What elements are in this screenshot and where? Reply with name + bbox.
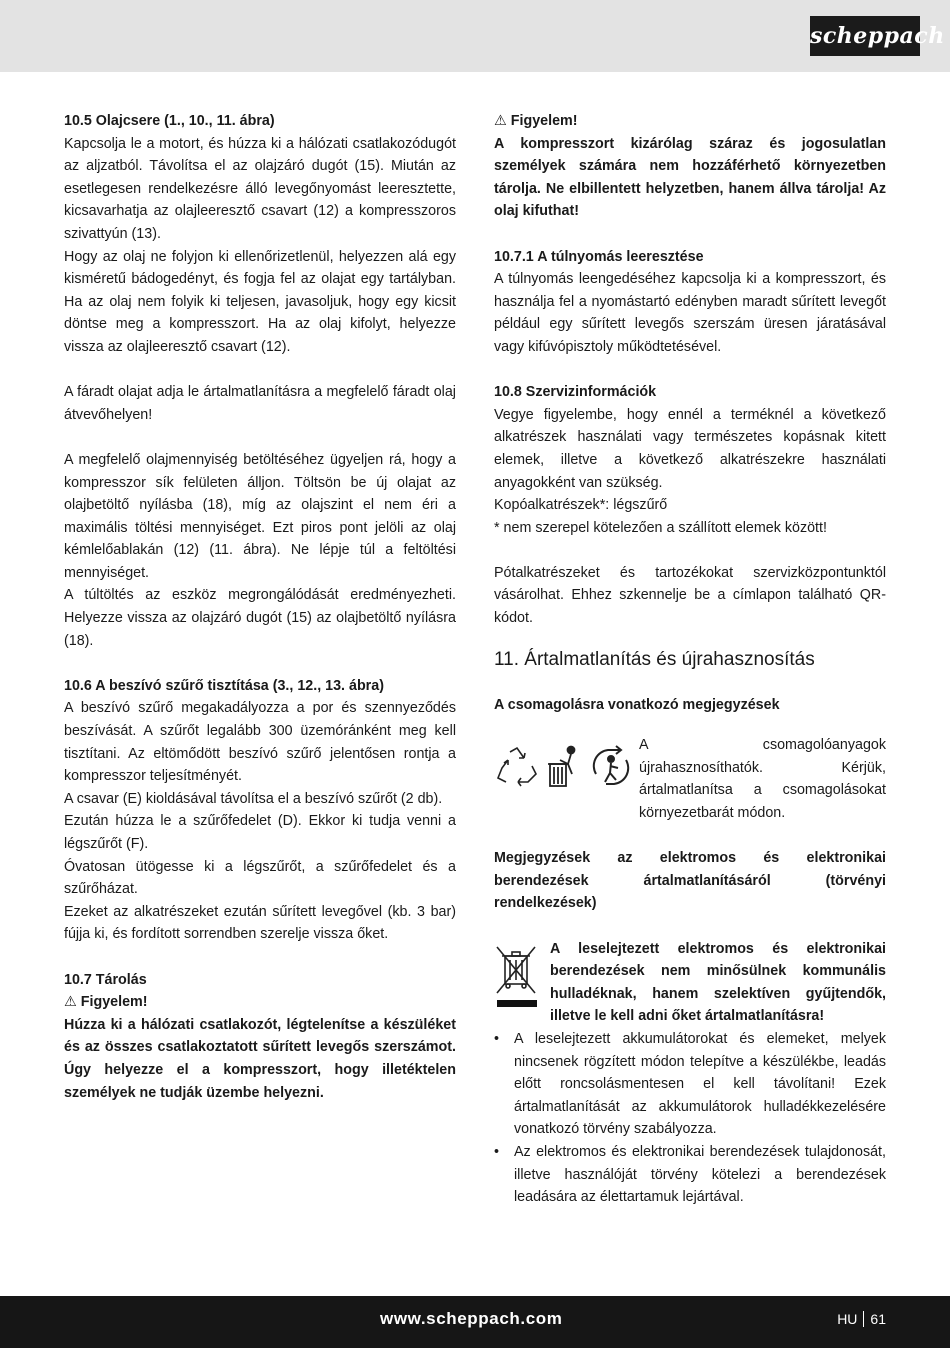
website-link[interactable]: www.scheppach.com (380, 1309, 563, 1328)
paragraph: A beszívó szűrő megakadályozza a por és szennyeződés beszívását. A szűrőt legalább 300 üzemóránként meg kell tisztítani. Az eltömődött beszívó szűrő jelentősen rontja a kompresszor teljesítményét. (64, 700, 456, 785)
page-number: 61 (870, 1311, 886, 1327)
paragraph: Kapcsolja le a motort, és húzza ki a hálózati csatlakozódugót az aljzatból. Távolítsa el az olajzáró dugót (15). Miután az esetlegesen rendelkezésre álló levegőnyomást leeresztette, kicsavarhatja az olajleeresztő csavart (12) a kompresszoros szivattyún (13). (64, 135, 456, 242)
paragraph: Ezeket az alkatrészeket ezután sűrített levegővel (kb. 3 bar) fújja ki, és fordított sorrendben szerelje vissza őket. (64, 903, 456, 943)
weee-heading: Megjegyzések az elektromos és elektronikai berendezések ártalmatlanításáról (törvényi rendelkezések) (494, 850, 886, 912)
paragraph: A megfelelő olajmennyiség betöltéséhez ügyeljen rá, hogy a kompresszor sík felületen álljon. Töltsön be új olajat az olajbetöltő nyílásba (18), míg az olajszint el nem éri a maximális töltési mennyiséget. Ezt piros pont jelöli az olaj kémlelőablakán (12) (11. ábra). Ne lépje túl a feltöltési mennyiséget. (64, 451, 456, 581)
language-code: HU (837, 1311, 858, 1327)
brand-logo: scheppach (810, 16, 920, 56)
weee-text: A leselejtezett elektromos és elektronikai berendezések nem minősülnek kommunális hulladéknak, hanem szelektíven gyűjtendők, illetve le kell adni őket ártalmatlanításra! (550, 940, 886, 1025)
trash-bin-icon (544, 744, 584, 790)
recycling-person-icon (588, 744, 634, 790)
paragraph: * nem szerepel kötelezően a szállított elemek között! (494, 519, 827, 536)
weee-block (494, 938, 886, 1028)
right-column (494, 110, 886, 1209)
recycle-icon (494, 744, 540, 790)
footer-bar (0, 1296, 950, 1348)
paragraph: A fáradt olajat adja le ártalmatlanításra a megfelelő fáradt olaj átvevőhelyen! (64, 384, 456, 423)
section-10-8-title: 10.8 Szervizinformációk (494, 384, 657, 401)
warning-text: Húzza ki a hálózati csatlakozót, légtelenítse a készüléket és az összes csatlakoztatott sűrített levegős szerszámot. Úgy helyezze el a kompresszort, hogy illetéktelen személyek ne tudják üzembe helyezni. (64, 1016, 456, 1101)
divider (863, 1311, 864, 1327)
warning-label: ⚠ Figyelem! (64, 994, 148, 1011)
paragraph: Hogy az olaj ne folyjon ki ellenőrizetlenül, helyezzen alá egy kisméretű bádogedényt, és fogja fel az olajat egy tartályban. Ha az olaj nem folyik ki teljesen, javasoljuk, hogy egy kicsit döntse meg a kompresszort. Ha az olaj kifolyt, helyezze vissza az olajleeresztő csavart (12). (64, 248, 456, 355)
paragraph: Pótalkatrészeket és tartozékokat szervizközpontunktól vásárolhat. Ehhez szkennelje be a címlapon található QR-kódot. (494, 564, 886, 627)
page-indicator (837, 1311, 886, 1327)
packaging-icons (494, 734, 639, 790)
paragraph: Vegye figyelembe, hogy ennél a terméknél a következő alkatrészek használati vagy természetes kopásnak kitett elemek, illetve a következő alkatrészekre használati anyagokként van szükség. (494, 406, 886, 491)
left-column (64, 110, 456, 1104)
crossed-out-bin-icon (494, 938, 550, 1022)
list-item: • A leselejtezett akkumulátorokat és elemeket, melyek nincsenek rögzített módon telepítve a készülékbe, leadás előtt roncsolásmentesen el kell távolítani! Ezek ártalmatlanítását az akkumulátorok hulladékkezelésére vonatkozó törvény szabályozza. (494, 1028, 886, 1141)
disposal-bullet-list (494, 1028, 886, 1209)
warning-text: A kompresszort kizárólag száraz és jogosulatlan személyek számára nem hozzáférhető környezetben tárolja. Ne elbillentett helyzetben, hanem állva tárolja! Az olaj kifuthat! (494, 135, 886, 220)
paragraph: Kopóalkatrészek*: légszűrő (494, 497, 668, 514)
section-10-7-1-title: 10.7.1 A túlnyomás leeresztése (494, 248, 704, 265)
paragraph: A túltöltés az eszköz megrongálódását eredményezheti. Helyezze vissza az olajzáró dugót (15) az olajbetöltő nyílásra (18). (64, 587, 456, 649)
paragraph: Óvatosan ütögesse ki a légszűrőt, a szűrőfedelet és a szűrőházat. (64, 858, 456, 898)
packaging-heading: A csomagolásra vonatkozó megjegyzések (494, 696, 780, 713)
packaging-text: A csomagolóanyagok újrahasznosíthatók. Kérjük, ártalmatlanítsa a csomagolásokat környezetbarát módon. (639, 737, 886, 822)
list-item: • Az elektromos és elektronikai berendezések tulajdonosát, illetve használóját törvény kötelezi a berendezések leadására az élettartamuk lejártával. (494, 1141, 886, 1209)
section-11-title: 11. Ártalmatlanítás és újrahasznosítás (494, 648, 815, 670)
packaging-block (494, 734, 886, 824)
header-bar (0, 0, 950, 72)
paragraph: A túlnyomás leengedéséhez kapcsolja ki a kompresszort, és használja fel a nyomástartó edényben maradt sűrített levegőt például egy sűrített levegős szerszám üresen járatásával vagy kifúvópisztoly működtetésével. (494, 271, 886, 355)
paragraph: Ezután húzza le a szűrőfedelet (D). Ekkor ki tudja venni a légszűrőt (F). (64, 813, 456, 852)
section-10-6-title: 10.6 A beszívó szűrő tisztítása (3., 12., 13. ábra) (64, 677, 384, 694)
section-10-5-title: 10.5 Olajcsere (1., 10., 11. ábra) (64, 113, 275, 129)
warning-label: ⚠ Figyelem! (494, 113, 578, 129)
section-10-7-title: 10.7 Tárolás (64, 971, 147, 988)
paragraph: A csavar (E) kioldásával távolítsa el a beszívó szűrőt (2 db). (64, 790, 443, 807)
